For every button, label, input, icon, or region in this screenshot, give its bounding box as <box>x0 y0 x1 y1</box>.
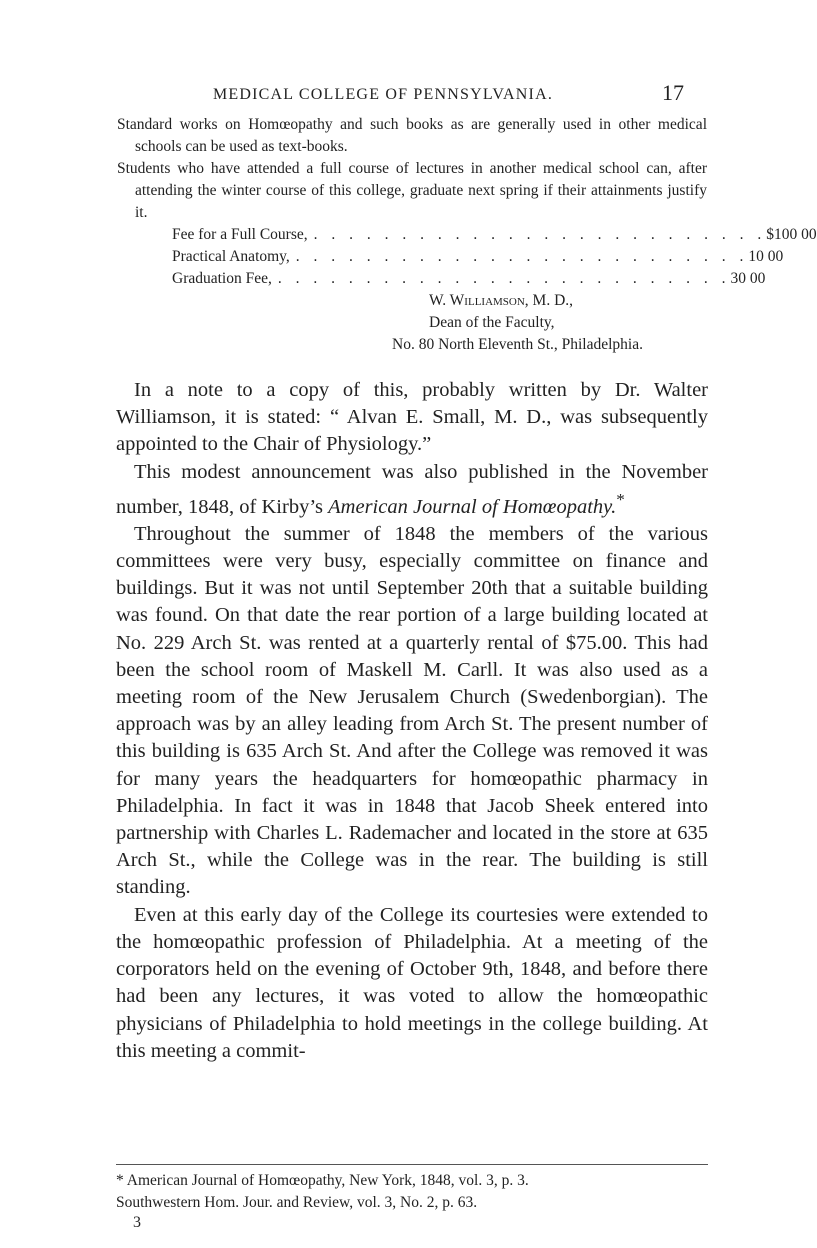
fee-row <box>172 224 817 246</box>
running-head: MEDICAL COLLEGE OF PENNSYLVANIA. <box>213 86 554 103</box>
college-announcement <box>117 114 817 356</box>
footnote-marker: * <box>616 489 625 509</box>
fee-amount: $100 00 <box>766 226 817 243</box>
body-paragraph-note: In a note to a copy of this, probably written by Dr. Walter Williamson, it is stated: “ Alvan E. Small, M. D., was subsequently appointed to the Chair of Physiology.” <box>116 379 708 456</box>
fee-amount: 10 00 <box>748 248 784 265</box>
body-paragraph-building: Throughout the summer of 1848 the members of the various committees were very busy, especially committee on finance and buildings. But it was not until September 20th that a suitable building was found. On that date the rear portion of a large building located at No. 229 Arch St. was rented at a quarterly rental of $75.00. This had been the school room of Maskell M. Carll. It was also used as a meeting room of the New Jerusalem Church (Swedenborgian). The approach was by an alley leading from Arch St. The present number of this building is 635 Arch St. And after the College was removed it was for many years the headquarters for homœopathic pharmacy in Philadelphia. In fact it was in 1848 that Jacob Sheek entered into partnership with Charles L. Rademacher and located in the store at 635 Arch St., while the College was in the rear. The building is still standing. <box>116 522 708 899</box>
footnote-2: Southwestern Hom. Jour. and Review, vol. 3, No. 2, p. 63. <box>116 1194 478 1211</box>
fee-label: Graduation Fee, <box>172 270 272 287</box>
leader-dots: . . . . . . . . . . . . . . . . . . . . . . . . . . <box>295 248 749 265</box>
fee-row <box>172 268 766 290</box>
dean-signature-block <box>308 290 708 356</box>
printer-signature-mark: 3 <box>133 1214 141 1231</box>
leader-dots: . . . . . . . . . . . . . . . . . . . . . . . . . . <box>277 270 731 287</box>
body-paragraph-courtesies: Even at this early day of the College its courtesies were extended to the homœopathic profession of Philadelphia. At a meeting of the corporators held on the evening of October 9th, 1848, and before there had been any lectures, it was voted to allow the homœopathic physicians of Philadelphia to hold meetings in the college building. At this meeting a commit- <box>116 903 708 1062</box>
fee-label: Practical Anatomy, <box>172 248 290 265</box>
dean-name: W. Williamson, M. D., <box>429 292 574 309</box>
footnote-divider <box>116 1164 708 1165</box>
fee-amount: 30 00 <box>730 270 766 287</box>
footnotes <box>116 1170 708 1214</box>
page-number: 17 <box>662 80 684 105</box>
leader-dots: . . . . . . . . . . . . . . . . . . . . . . . . . . <box>313 226 767 243</box>
footnote-1: * American Journal of Homœopathy, New York, 1848, vol. 3, p. 3. <box>116 1172 529 1189</box>
announcement-paragraph-students: Students who have attended a full course of lectures in another medical school can, after attending the winter course of this college, graduate next spring if their attainments justify it. <box>117 160 707 221</box>
body-text <box>116 377 708 1065</box>
fee-row <box>172 246 784 268</box>
fee-label: Fee for a Full Course, <box>172 226 308 243</box>
college-address: No. 80 North Eleventh St., Philadelphia. <box>392 336 643 353</box>
announcement-paragraph-textbooks: Standard works on Homœopathy and such books as are generally used in other medical schools can be used as text-books. <box>117 116 707 155</box>
publication-text: This modest announcement was also published in the November number, 1848, of Kirby’s <box>116 460 708 518</box>
fee-list <box>172 224 817 290</box>
journal-title: American Journal of Homœopathy. <box>328 495 617 518</box>
dean-title: Dean of the Faculty, <box>429 314 555 331</box>
body-paragraph-publication <box>116 459 708 521</box>
